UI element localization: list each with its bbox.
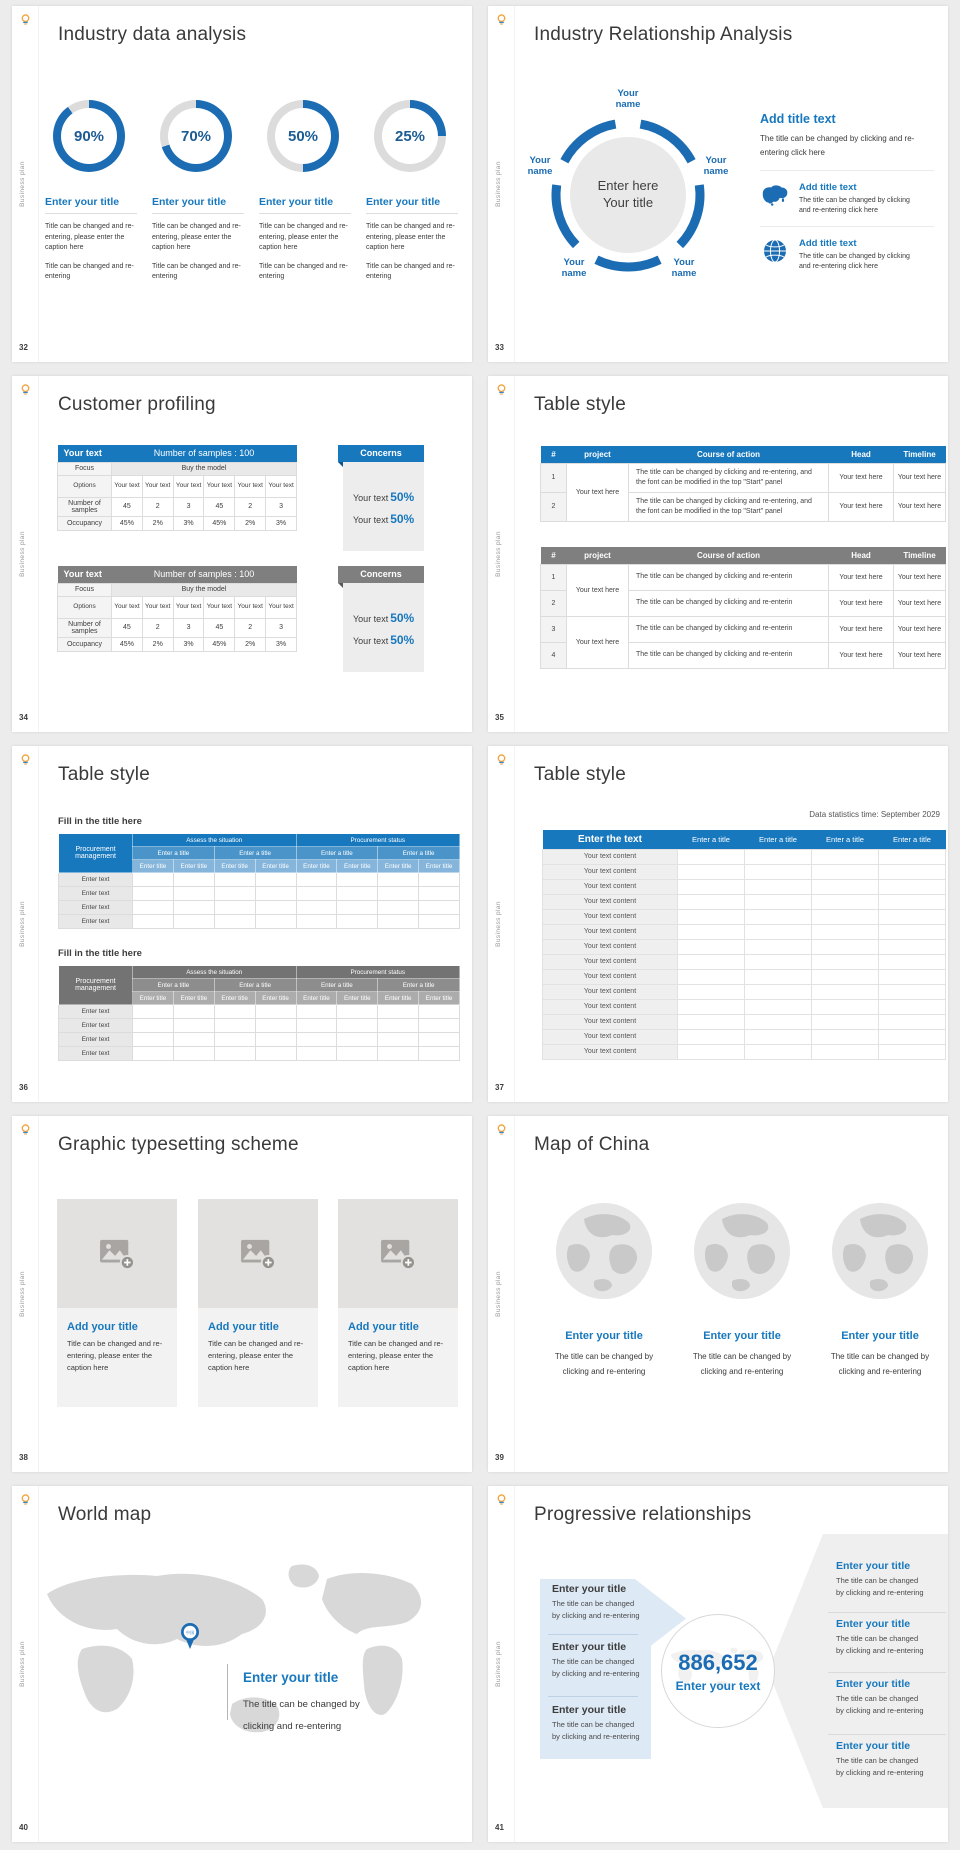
caption-panel (338, 1308, 458, 1407)
item-caption: The title can be changed by clicking and re-entering (552, 1599, 640, 1620)
donut-caption: Title can be changed and re-entering, please enter the caption here (259, 223, 348, 251)
globe-graphic (692, 1201, 792, 1301)
callout-title: Enter your title (243, 1670, 339, 1685)
donut-percent: 90% (61, 108, 117, 164)
globe-icon (760, 238, 790, 264)
logo-icon (19, 13, 32, 26)
card-caption: Title can be changed and re-entering, please enter the caption here (348, 1339, 444, 1372)
circle-node-label: Your name (561, 257, 587, 279)
slide-38[interactable] (12, 1116, 472, 1472)
circle-node-label: Your name (527, 155, 553, 177)
item-title: Enter your title (565, 1330, 643, 1342)
slide-number: 36 (19, 1083, 28, 1092)
slide-41[interactable] (488, 1486, 948, 1842)
center-line: Enter here (597, 178, 659, 193)
divider (548, 1634, 638, 1635)
concerns-body (343, 462, 424, 551)
donut-percent: 50% (275, 108, 331, 164)
slide-32[interactable] (12, 6, 472, 362)
item-title: Enter your title (836, 1740, 911, 1752)
item-title: Enter your title (552, 1641, 627, 1653)
logo-icon (495, 383, 508, 396)
logo-icon (495, 1493, 508, 1506)
sidebar-vertical-text: Business plan (19, 901, 26, 947)
slide-number: 40 (19, 1823, 28, 1832)
item-caption: The title can be changed by clicking and re-entering (836, 1694, 924, 1715)
item-title: Enter your title (552, 1583, 627, 1595)
image-card (57, 1199, 177, 1407)
donut-caption: Title can be changed and re-entering, please enter the caption here (366, 223, 455, 251)
list-item-text (799, 238, 923, 273)
slide-left-rail (12, 6, 39, 362)
slide-left-rail (12, 376, 39, 732)
slide-35[interactable] (488, 376, 948, 732)
slide-left-rail (12, 1116, 39, 1472)
item-title: Add title text (799, 237, 857, 249)
item-caption: The title can be changed by clicking and re-entering (836, 1576, 924, 1597)
slide-left-rail (488, 376, 515, 732)
sidebar-vertical-text: Business plan (19, 161, 26, 207)
statistic-label: Enter your text (675, 1678, 761, 1693)
svg-text:中国: 中国 (185, 1629, 195, 1635)
table-header: Number of samples : 100 (112, 566, 297, 583)
image-add-icon (379, 1238, 417, 1270)
divider (828, 1612, 946, 1613)
slide-title: Graphic typesetting scheme (58, 1134, 299, 1155)
slide-number: 33 (495, 343, 504, 352)
donut-caption: Title can be changed and re-entering (152, 262, 241, 280)
progress-item-right (836, 1740, 942, 1778)
right-text-column (760, 112, 934, 282)
item-title: Enter your title (552, 1704, 627, 1716)
statistics-table: Enter the text Enter a title Enter a title Enter a title Enter a title Your text content Your text content Your text content Your text content Your text content Your text content Your text content Your text content Your text content Your text content Your text content Your text content Your text content Your text content (542, 830, 946, 1060)
sidebar-vertical-text: Business plan (495, 901, 502, 947)
slide-39[interactable] (488, 1116, 948, 1472)
donut-caption: Title can be changed and re-entering, please enter the caption here (152, 223, 241, 251)
donut-title: Enter your title (366, 196, 458, 214)
slide-left-rail (488, 6, 515, 362)
concerns-header: Concerns (338, 445, 424, 462)
slide-left-rail (488, 1116, 515, 1472)
slide-number: 38 (19, 1453, 28, 1462)
concerns-line: Your text 50% (353, 633, 415, 647)
logo-icon (19, 753, 32, 766)
globe-item (810, 1201, 948, 1379)
item-caption: The title can be changed by clicking and re-entering (554, 1352, 654, 1377)
statistic-value: 886,652 (678, 1649, 758, 1675)
center-line: Your title (602, 194, 654, 210)
item-caption: The title can be changed by clicking and re-entering (552, 1720, 640, 1741)
donut-item (152, 100, 259, 283)
slide-title: Industry Relationship Analysis (534, 24, 793, 45)
donut-caption: Title can be changed and re-entering, please enter the caption here (45, 223, 134, 251)
logo-icon (495, 1123, 508, 1136)
globe-graphic (830, 1201, 930, 1301)
image-placeholder (198, 1199, 318, 1308)
sidebar-vertical-text: Business plan (19, 1641, 26, 1687)
divider (828, 1734, 946, 1735)
slide-40[interactable] (12, 1486, 472, 1842)
card-title: Add your title (348, 1321, 419, 1333)
slide-title: Industry data analysis (58, 24, 247, 45)
section-caption: The title can be changed by clicking and re-entering click here (760, 132, 934, 171)
globe-item (534, 1201, 674, 1379)
procurement-table-blue: Procurement management Assess the situation Procurement status Enter a title Enter a title Enter a title Enter a title Enter title Enter title Enter title Enter title Enter title Enter title Enter title Enter title Enter text Enter text Enter text Enter text (58, 833, 460, 929)
concerns-body (343, 583, 424, 672)
donut-chart (374, 100, 446, 172)
logo-icon (19, 383, 32, 396)
donut-chart (267, 100, 339, 172)
slide-title: Customer profiling (58, 394, 216, 415)
section-heading: Fill in the title here (58, 948, 142, 959)
slide-left-rail (488, 1486, 515, 1842)
item-title: Add title text (799, 181, 857, 193)
table-header: Number of samples : 100 (112, 445, 297, 462)
image-add-icon (98, 1238, 136, 1270)
circle-node-label: Your name (671, 257, 697, 279)
donut-percent: 70% (168, 108, 224, 164)
slide-number: 37 (495, 1083, 504, 1092)
concerns-line: Your text 50% (353, 611, 415, 625)
donut-item (45, 100, 152, 283)
customer-table-gray: Your text Number of samples : 100 Focus Buy the model Options Your text Your text Your text Your text Your text Your text Number of samples 45 2 3 45 2 3 Occupancy 45% 2% 3% 45% 2% 3% (57, 566, 297, 652)
progress-item-left (552, 1583, 642, 1621)
donut-caption: Title can be changed and re-entering (366, 262, 455, 280)
donut-title: Enter your title (259, 196, 351, 214)
image-placeholder (338, 1199, 458, 1308)
donut-caption: Title can be changed and re-entering (259, 262, 348, 280)
logo-icon (19, 1123, 32, 1136)
sidebar-vertical-text: Business plan (495, 161, 502, 207)
sidebar-vertical-text: Business plan (495, 1641, 502, 1687)
logo-icon (495, 753, 508, 766)
slide-left-rail (488, 746, 515, 1102)
progress-item-right (836, 1678, 942, 1716)
data-statistics-note: Data statistics time: September 2029 (809, 810, 940, 819)
donut-item (259, 100, 366, 283)
sidebar-vertical-text: Business plan (19, 531, 26, 577)
slide-34[interactable] (12, 376, 472, 732)
card-caption: Title can be changed and re-entering, please enter the caption here (67, 1339, 163, 1372)
item-title: Enter your title (703, 1330, 781, 1342)
divider (828, 1672, 946, 1673)
item-caption: The title can be changed by clicking and re-entering (552, 1657, 640, 1678)
progress-item-left (552, 1704, 642, 1742)
callout-caption: The title can be changed by clicking and re-entering (243, 1699, 360, 1732)
card-title: Add your title (67, 1321, 138, 1333)
progress-item-right (836, 1560, 942, 1598)
item-title: Enter your title (836, 1560, 911, 1572)
slide-number: 39 (495, 1453, 504, 1462)
logo-icon (19, 1493, 32, 1506)
card-caption: Title can be changed and re-entering, please enter the caption here (208, 1339, 304, 1372)
item-caption: The title can be changed by clicking and re-entering click here (799, 252, 910, 271)
logo-icon (495, 13, 508, 26)
concerns-box-gray (338, 566, 424, 672)
donut-percent: 25% (382, 108, 438, 164)
center-circle (661, 1614, 775, 1728)
donut-title: Enter your title (152, 196, 244, 214)
section-heading: Fill in the title here (58, 816, 142, 827)
donut-chart-row (45, 100, 472, 283)
table-header: Your text (58, 566, 112, 583)
slide-number: 32 (19, 343, 28, 352)
procurement-table-gray: Procurement management Assess the situation Procurement status Enter a title Enter a title Enter a title Enter a title Enter title Enter title Enter title Enter title Enter title Enter title Enter title Enter title Enter text Enter text Enter text Enter text (58, 965, 460, 1061)
concerns-box-blue (338, 445, 424, 551)
caption-panel (198, 1308, 318, 1407)
progress-item-right (836, 1618, 942, 1656)
sidebar-vertical-text: Business plan (19, 1271, 26, 1317)
slide-number: 34 (19, 713, 28, 722)
slide-number: 35 (495, 713, 504, 722)
slide-title: Table style (534, 764, 626, 785)
image-add-icon (239, 1238, 277, 1270)
table-header: Your text (58, 445, 112, 462)
item-caption: The title can be changed by clicking and re-entering click here (799, 196, 910, 215)
image-card (338, 1199, 458, 1407)
slide-title: World map (58, 1504, 152, 1525)
item-caption: The title can be changed by clicking and re-entering (830, 1352, 930, 1377)
slide-title: Progressive relationships (534, 1504, 752, 1525)
china-map-icon (760, 182, 790, 208)
donut-item (366, 100, 472, 283)
card-title: Add your title (208, 1321, 279, 1333)
donut-chart (160, 100, 232, 172)
item-caption: The title can be changed by clicking and re-entering (692, 1352, 792, 1377)
slide-title: Table style (58, 764, 150, 785)
section-title: Add title text (760, 112, 836, 126)
list-item-text (799, 182, 923, 217)
image-placeholder (57, 1199, 177, 1308)
slide-title: Table style (534, 394, 626, 415)
callout-line (227, 1664, 228, 1720)
globe-graphic (554, 1201, 654, 1301)
image-card (198, 1199, 318, 1407)
item-caption: The title can be changed by clicking and re-entering (836, 1634, 924, 1655)
slide-36[interactable] (12, 746, 472, 1102)
item-title: Enter your title (841, 1330, 919, 1342)
globe-item (672, 1201, 812, 1379)
item-title: Enter your title (836, 1618, 911, 1630)
concerns-line: Your text 50% (353, 490, 415, 504)
slide-left-rail (12, 746, 39, 1102)
circle-center-text (558, 178, 698, 212)
circle-node-label: Your name (703, 155, 729, 177)
caption-panel (57, 1308, 177, 1407)
donut-chart (53, 100, 125, 172)
divider (548, 1696, 638, 1697)
slide-number: 41 (495, 1823, 504, 1832)
progress-item-left (552, 1641, 642, 1679)
action-table-blue: # project Course of action Head Timeline 1 Your text here The title can be changed by clicking and re-entering, and the font can be modified in the top "Start" panel Your text here Your text here 2 The title can be changed by clicking and re-entering, and the font can be modified in the top "Start" panel Your text here Your text here (540, 446, 946, 522)
item-title: Enter your title (836, 1678, 911, 1690)
concerns-header: Concerns (338, 566, 424, 583)
donut-caption: Title can be changed and re-entering (45, 262, 134, 280)
slide-33[interactable] (488, 6, 948, 362)
action-table-gray: # project Course of action Head Timeline 1 Your text here The title can be changed by clicking and re-enterin Your text here Your text here 2 The title can be changed by clicking and re-enterin Your text here Your text here 3 Your text here The title can be changed by clicking and re-enterin Your text here Your text here 4 The title can be changed by clicking and re-enterin Your text here Your text here (540, 547, 946, 669)
item-caption: The title can be changed by clicking and re-entering (836, 1756, 924, 1777)
circle-node-label: Your name (615, 88, 641, 110)
slide-37[interactable] (488, 746, 948, 1102)
list-item (760, 238, 934, 282)
slide-left-rail (12, 1486, 39, 1842)
donut-title: Enter your title (45, 196, 137, 214)
concerns-line: Your text 50% (353, 512, 415, 526)
sid­ebar-vertical-text: Business plan (495, 1271, 502, 1317)
list-item (760, 182, 934, 227)
slide-title: Map of China (534, 1134, 650, 1155)
sidebar-vertical-text: Business plan (495, 531, 502, 577)
customer-table-blue: Your text Number of samples : 100 Focus Buy the model Options Your text Your text Your text Your text Your text Your text Number of samples 45 2 3 45 2 3 Occupancy 45% 2% 3% 45% 2% 3% (57, 445, 297, 531)
